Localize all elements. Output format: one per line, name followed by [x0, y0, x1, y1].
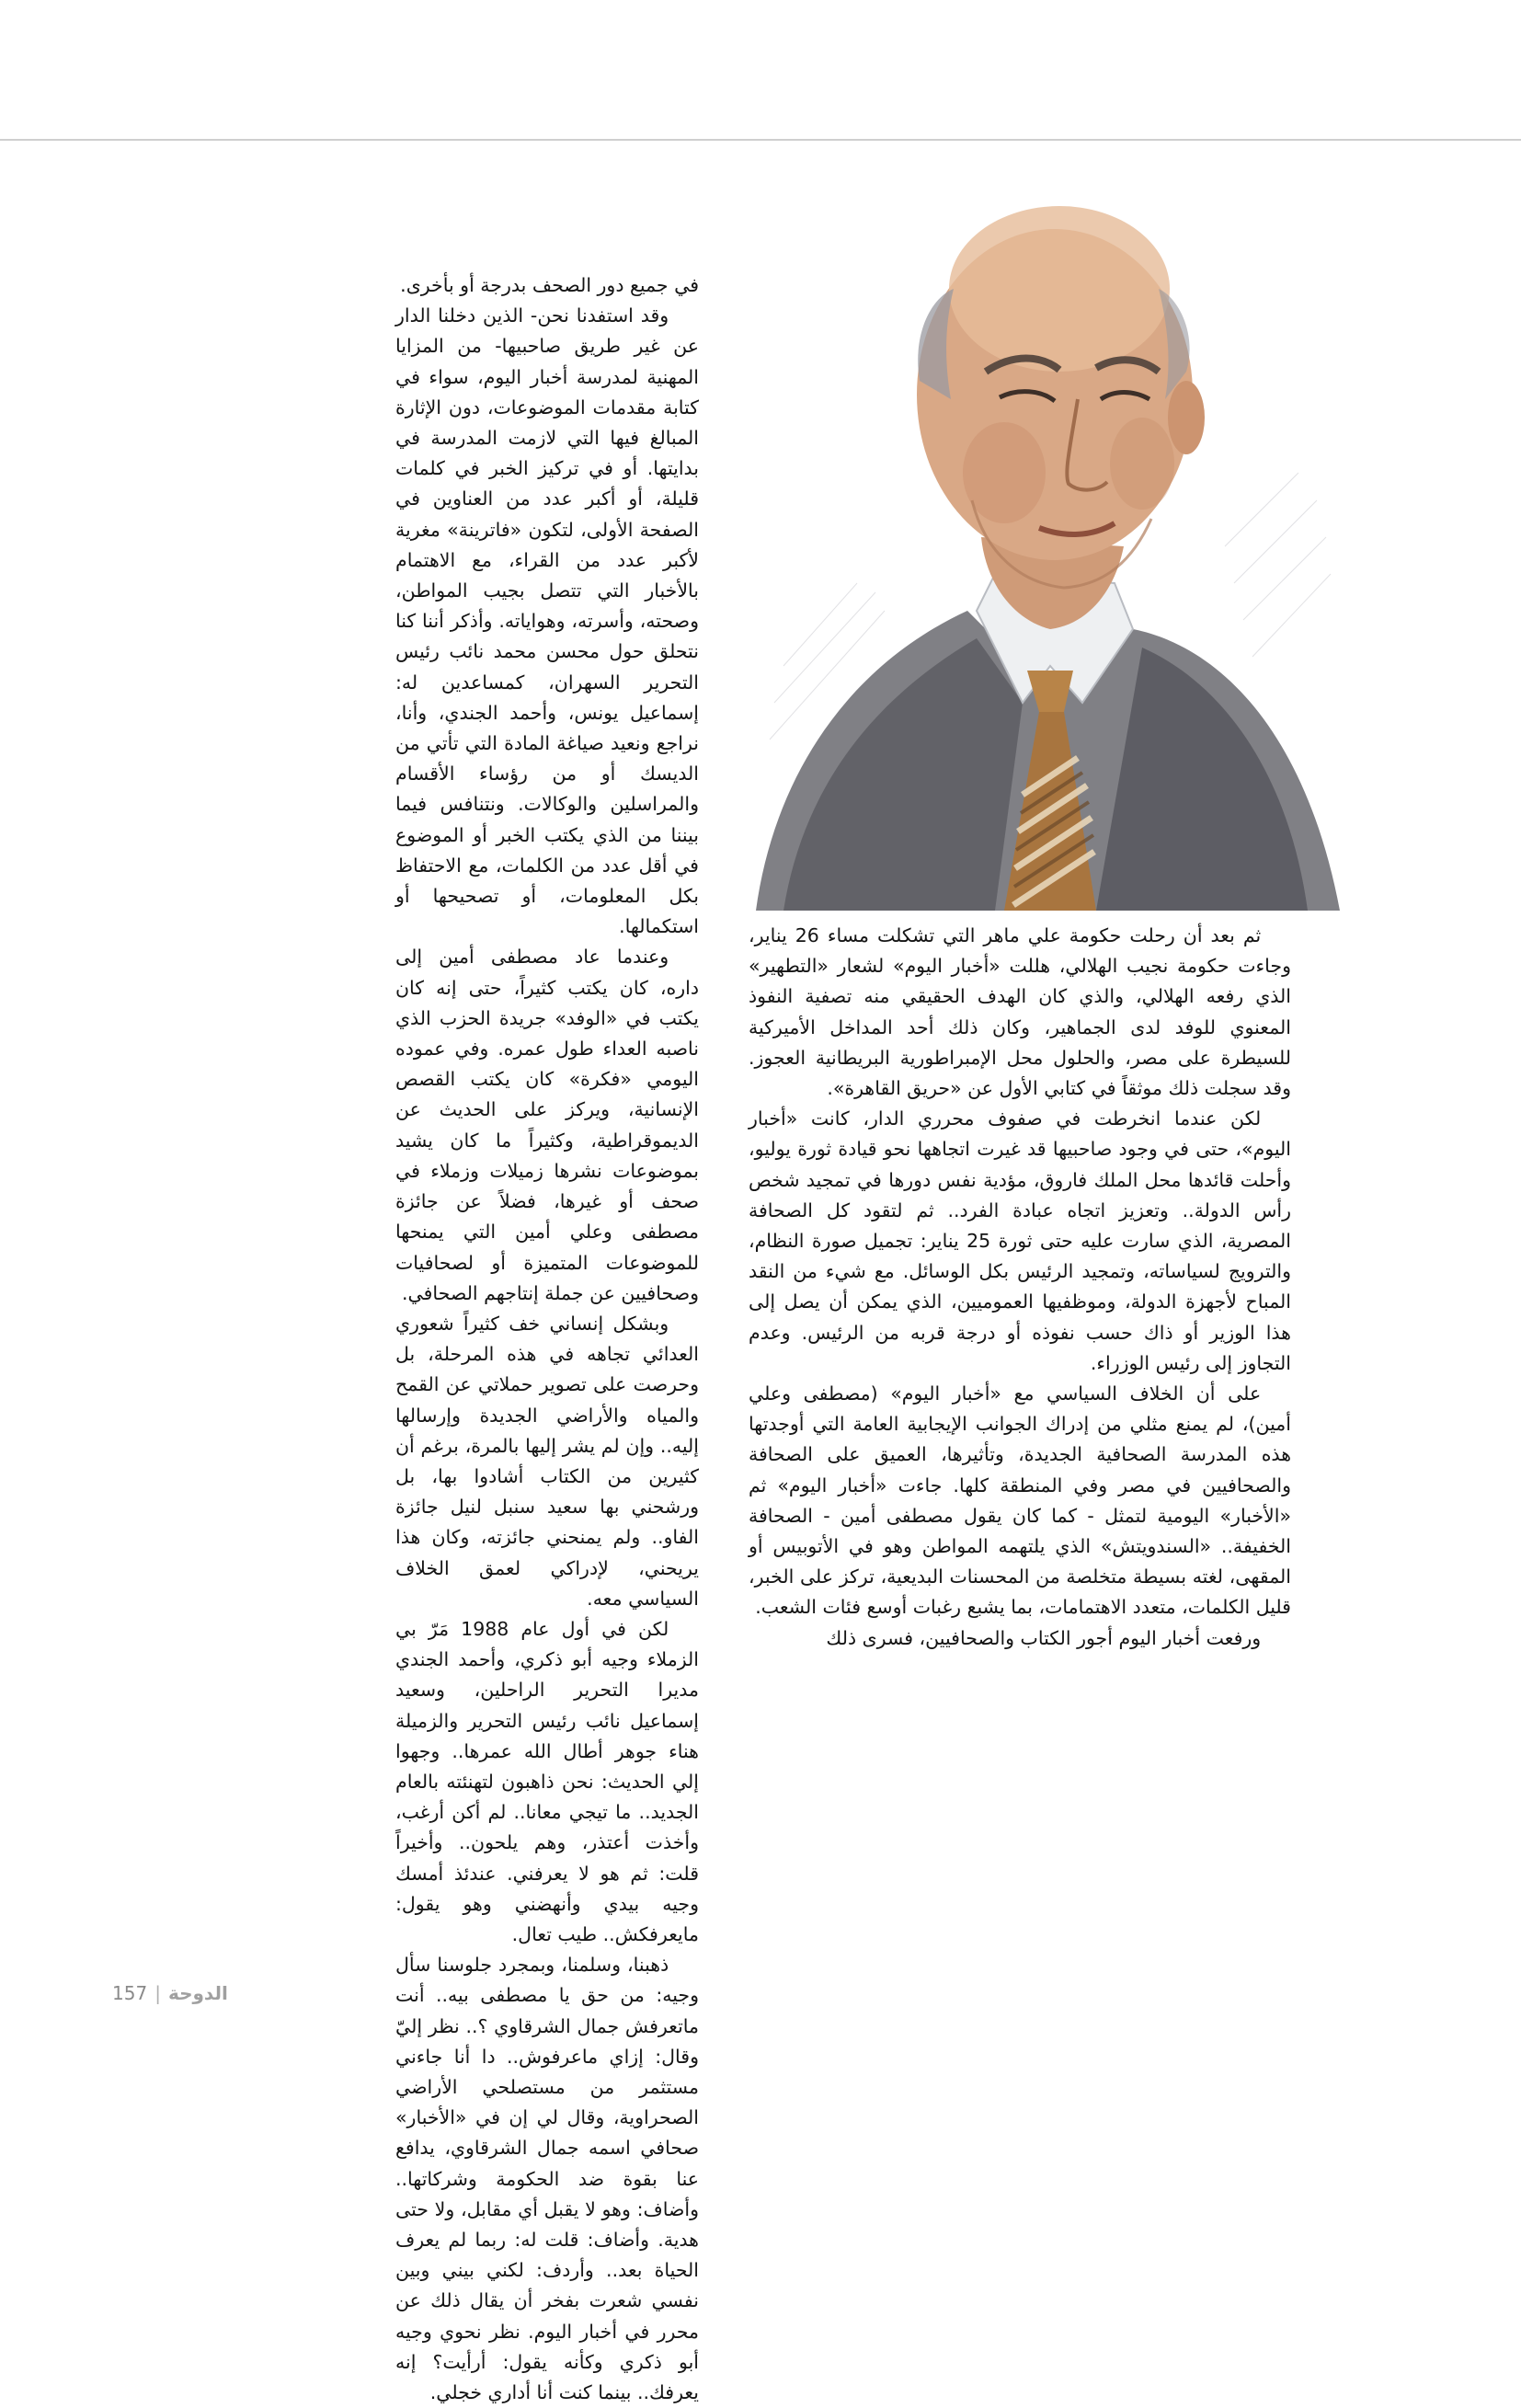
paragraph: على أن الخلاف السياسي مع «أخبار اليوم» (مصطفى وعلي أمين)، لم يمنع مثلي من إدراك الجوانب الإيجابية العامة التي أوجدتها هذه المدرسة الصحافية الجديدة، وتأثيرها، العميق على الصحافة والصحافيين في مصر وفي المنطقة كلها. جاءت «أخبار اليوم» ثم «الأخبار» اليومية لتمثل - كما كان يقول مصطفى أمين - الصحافة الخفيفة.. «السندويتش» الذي يلتهمه المواطن وهو في الأتوبيس أو المقهى، لغته بسيطة متخلصة من المحسنات البديعية، تركز على الخبر، قليل الكلمات، متعدد الاهتمامات، بما يشبع رغبات أوسع فئات الشعب. — [749, 1382, 1291, 1619]
paragraph: وعندما عاد مصطفى أمين إلى داره، كان يكتب كثيراً، حتى إنه كان يكتب في «الوفد» جريدة الحزب الذي ناصبه العداء طول عمره. وفي عموده اليومي «فكرة» كان يكتب القصص الإنسانية، ويركز على الحديث عن الديموقراطية، وكثيراً ما كان يشيد بموضوعات نشرها زميلات وزملاء في صحف أو غيرها، فضلاً عن جائزة مصطفى وعلي أمين التي يمنحها للموضوعات المتميزة أو لصحافيات وصحافيين عن جملة إنتاجهم الصحافي. — [395, 946, 699, 1304]
page-number: 157 — [112, 1982, 148, 2004]
portrait-illustration — [747, 151, 1346, 911]
article-column-left — [395, 270, 699, 2408]
magazine-name: الدوحة — [167, 1982, 228, 2004]
page-footer — [112, 1982, 228, 2004]
paragraph: في جميع دور الصحف بدرجة أو بأخرى. — [400, 274, 699, 296]
paragraph: لكن عندما انخرطت في صفوف محرري الدار، كانت «أخبار اليوم»، حتى في وجود صاحبيها قد غيرت اتجاهها نحو قيادة ثورة يوليو، وأحلت قائدها محل الملك فاروق، مؤدية نفس دورها في تمجيد شخص رأس الدولة.. وتعزيز اتجاه عبادة الفرد.. ثم لتقود كل الصحافة المصرية، الذي سارت عليه حتى ثورة 25 يناير: تجميل صورة النظام، والترويج لسياساته، وتمجيد الرئيس بكل الوسائل. مع شيء من النقد المباح لأجهزة الدولة، وموظفيها العموميين، الذي يمكن أن يصل إلى هذا الوزير أو ذاك حسب نفوذه أو درجة قربه من الرئيس. وعدم التجاوز إلى رئيس الوزراء. — [749, 1107, 1291, 1374]
paragraph: ثم بعد أن رحلت حكومة علي ماهر التي تشكلت مساء 26 يناير، وجاءت حكومة نجيب الهلالي، هللت «أخبار اليوم» لشعار «التطهير» الذي رفعه الهلالي، والذي كان الهدف الحقيقي منه تصفية النفوذ المعنوي للوفد لدى الجماهير، وكان ذلك أحد المداخل الأميركية للسيطرة على مصر، والحلول محل الإمبراطورية البريطانية العجوز. وقد سجلت ذلك موثقاً في كتابي الأول عن «حريق القاهرة». — [749, 924, 1291, 1100]
paragraph: ورفعت أخبار اليوم أجور الكتاب والصحافيين، فسرى ذلك — [826, 1626, 1262, 1649]
top-divider — [0, 139, 1521, 141]
paragraph: لكن في أول عام 1988 مَرّ بي الزملاء وجيه أبو ذكري، وأحمد الجندي مديرا التحرير الراحلين، وسعيد إسماعيل نائب رئيس التحرير والزميلة هناء جوهر أطال الله عمرها.. وجهوا إلي الحديث: نحن ذاهبون لتهنئته بالعام الجديد.. ما تيجي معانا.. لم أكن أرغب، وأخذت أعتذر، وهم يلحون.. وأخيراً قلت: ثم هو لا يعرفني. عندئذ أمسك وجيه بيدي وأنهضني وهو يقول: مايعرفكش.. طيب تعال. — [395, 1617, 699, 1945]
paragraph: ذهبنا، وسلمنا، وبمجرد جلوسنا سأل وجيه: من حق يا مصطفى بيه.. أنت ماتعرفش جمال الشرقاوي ؟.. نظر إليّ وقال: إزاي ماعرفوش.. دا أنا جاءني مستثمر من مستصلحي الأراضي الصحراوية، وقال لي إن في «الأخبار» صحافي اسمه جمال الشرقاوي، يدافع عنا بقوة ضد الحكومة وشركاتها.. وأضاف: وهو لا يقبل أي مقابل، ولا حتى هدية. وأضاف: قلت له: ربما لم يعرف الحياة بعد.. وأردف: لكني بيني وبين نفسي شعرت بفخر أن يقال ذلك عن محرر في أخبار اليوم. نظر نحوي وجيه أبو ذكري وكأنه يقول: أرأيت؟ إنه يعرفك.. بينما كنت أنا أداري خجلي. — [395, 1954, 699, 2404]
footer-separator: | — [154, 1982, 161, 2004]
article-column-right — [749, 921, 1291, 1654]
paragraph: وبشكل إنساني خف كثيراً شعوري العدائي تجاهه في هذه المرحلة، بل وحرصت على تصوير حملاتي عن القمح والمياه والأراضي الجديدة وإرسالها إليه.. وإن لم يشر إليها بالمرة، برغم أن كثيرين من الكتاب أشادوا بها، بل ورشحني بها سعيد سنبل لنيل جائزة الفاو.. ولم يمنحني جائزته، وكان هذا يريحني، لإدراكي لعمق الخلاف السياسي معه. — [395, 1312, 699, 1610]
paragraph: وقد استفدنا نحن- الذين دخلنا الدار عن غير طريق صاحبيها- من المزايا المهنية لمدرسة أخبار اليوم، سواء في كتابة مقدمات الموضوعات، دون الإثارة المبالغ فيها التي لازمت المدرسة في بدايتها. أو في تركيز الخبر في كلمات قليلة، أو أكبر عدد من العناوين في الصفحة الأولى، لتكون «فاترينة» مغرية لأكبر عدد من القراء، مع الاهتمام بالأخبار التي تتصل بجيب المواطن، وصحته، وأسرته، وهواياته. وأذكر أننا كنا نتحلق حول محسن محمد نائب رئيس التحرير السهران، كمساعدين له: إسماعيل يونس، وأحمد الجندي، وأنا، نراجع ونعيد صياغة المادة التي تأتي من الديسك أو من رؤساء الأقسام والمراسلين والوكالات. ونتنافس فيما بيننا من الذي يكتب الخبر أو الموضوع في أقل عدد من الكلمات، مع الاحتفاظ بكل المعلومات، أو تصحيحها أو استكمالها. — [395, 304, 699, 938]
